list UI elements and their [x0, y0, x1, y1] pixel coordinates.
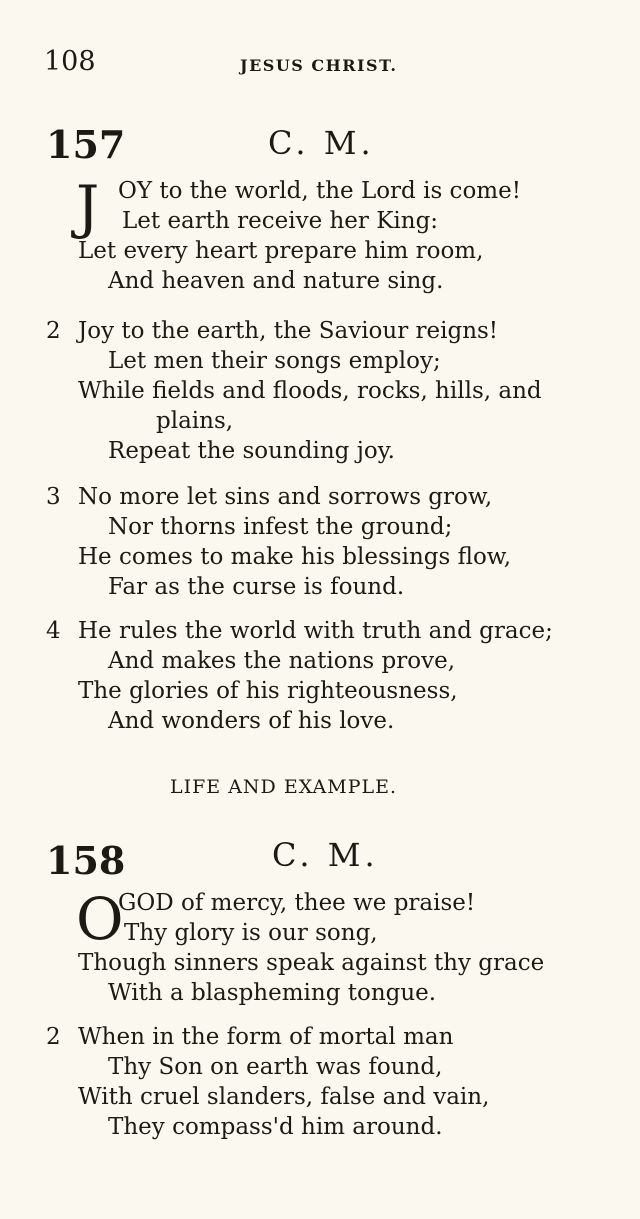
drop-cap: O: [76, 885, 124, 953]
verse-line: Let men their songs employ;: [108, 348, 441, 374]
verse-number: 4: [46, 618, 61, 644]
verse-line: Though sinners speak against thy grace: [78, 950, 545, 976]
verse-line: Thy Son on earth was found,: [108, 1054, 443, 1080]
verse-line: Nor thorns infest the ground;: [108, 514, 453, 540]
verse-line: 2 When in the form of mortal man: [46, 1024, 454, 1050]
verse-number: 2: [46, 318, 61, 344]
verse-line: And makes the nations prove,: [108, 648, 455, 674]
drop-cap: J: [76, 173, 100, 241]
hymn-157-stanza-2: [46, 316, 626, 466]
hymn-158-stanza-2: [46, 1022, 626, 1142]
verse-line: 2 Joy to the earth, the Saviour reigns!: [46, 318, 499, 344]
hymn-number-157: 157: [46, 122, 126, 167]
verse-line: The glories of his righteousness,: [78, 678, 458, 704]
verse-line: With cruel slanders, false and vain,: [78, 1084, 490, 1110]
verse-line: Repeat the sounding joy.: [108, 438, 395, 464]
verse-line: They compass'd him around.: [108, 1114, 443, 1140]
verse-line: And heaven and nature sing.: [108, 268, 444, 294]
hymn-157-meter: C. M.: [268, 124, 375, 162]
verse-line: Thy glory is our song,: [124, 920, 378, 946]
running-head: JESUS CHRIST.: [240, 56, 398, 75]
verse-line: While fields and floods, rocks, hills, and: [78, 378, 542, 404]
hymn-157-stanza-1: [46, 173, 626, 296]
verse-line: 4 He rules the world with truth and grace;: [46, 618, 553, 644]
page-number: 108: [44, 46, 96, 77]
hymn-157-stanza-3: [46, 482, 626, 602]
hymn-158-meter: C. M.: [272, 836, 379, 874]
verse-line: Let earth receive her King:: [122, 208, 439, 234]
verse-line: And wonders of his love.: [108, 708, 395, 734]
hymn-number-158: 158: [46, 838, 126, 883]
hymn-158-stanza-1: [46, 885, 626, 1008]
verse-line: 3 No more let sins and sorrows grow,: [46, 484, 493, 510]
verse-line: Let every heart prepare him room,: [78, 238, 484, 264]
hymn-157-stanza-4: [46, 616, 626, 736]
verse-line: He comes to make his blessings flow,: [78, 544, 512, 570]
verse-line: With a blaspheming tongue.: [108, 980, 437, 1006]
verse-number: 3: [46, 484, 61, 510]
section-title: LIFE AND EXAMPLE.: [170, 776, 398, 798]
verse-number: 2: [46, 1024, 61, 1050]
verse-line: J OY to the world, the Lord is come!: [76, 173, 521, 241]
verse-line: Far as the curse is found.: [108, 574, 405, 600]
verse-line: O GOD of mercy, thee we praise!: [76, 885, 476, 953]
verse-line: plains,: [156, 408, 234, 434]
